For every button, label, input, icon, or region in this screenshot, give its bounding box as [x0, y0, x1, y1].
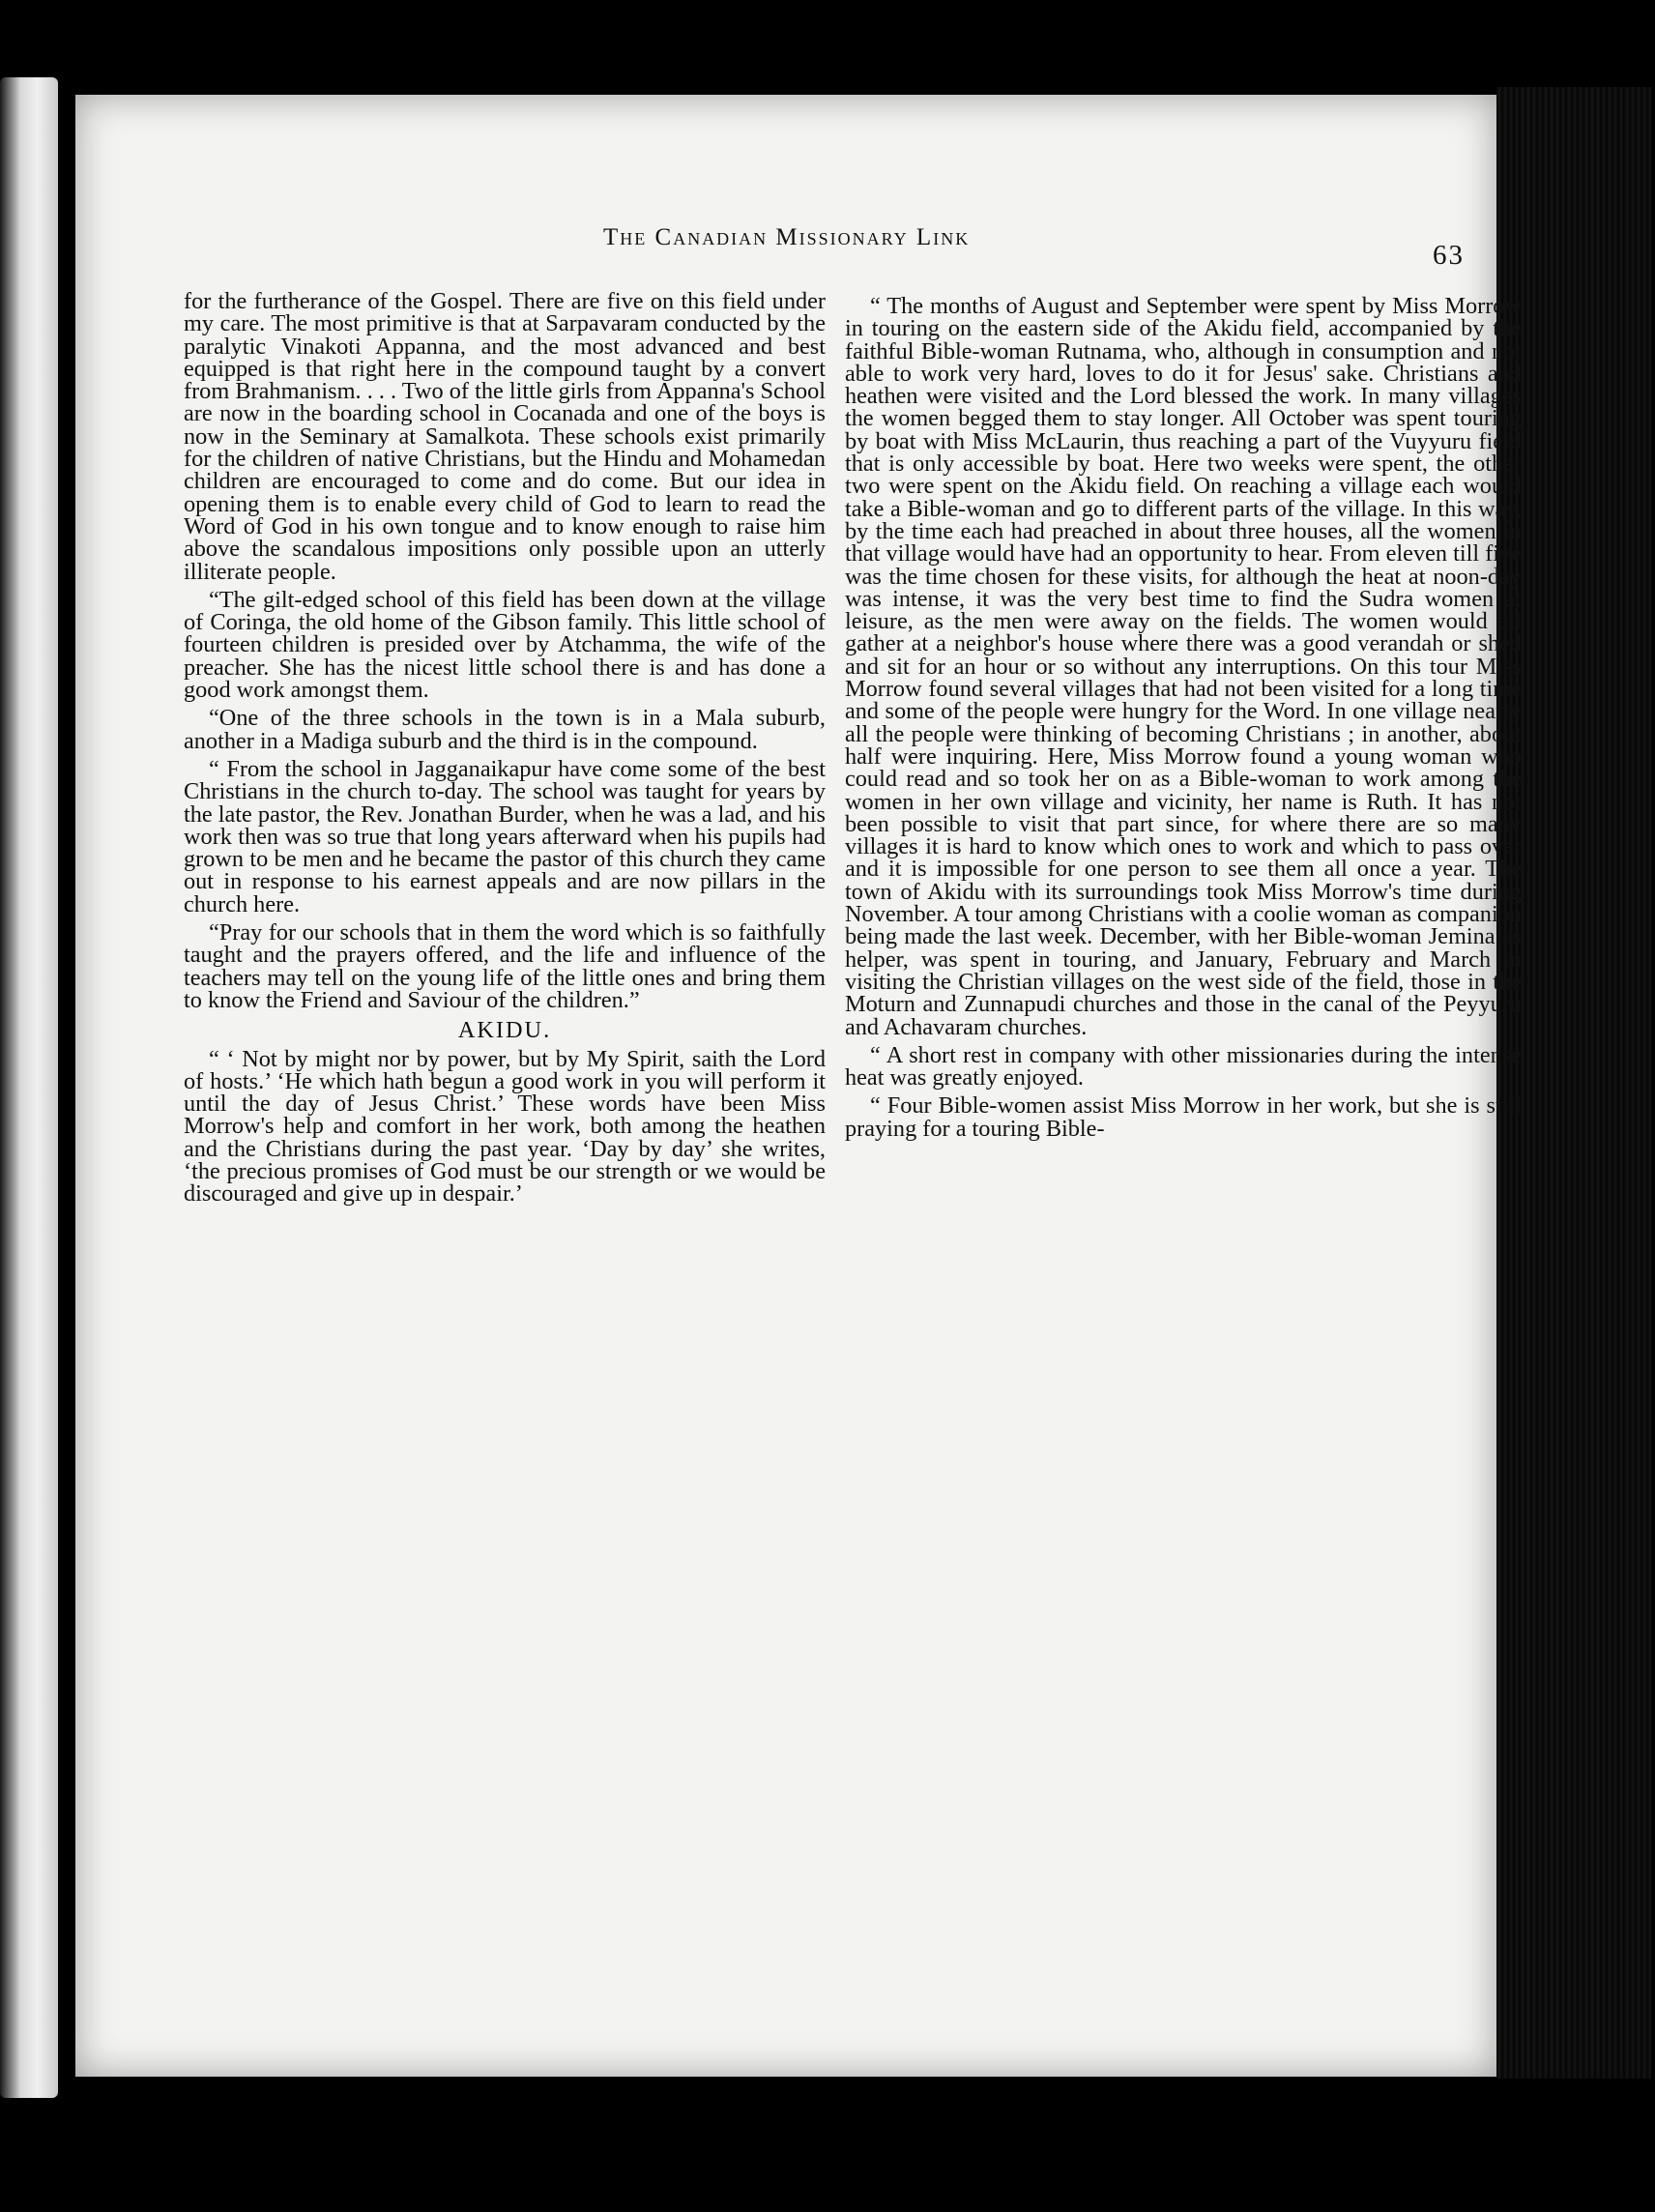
paragraph: for the furtherance of the Gospel. There are five on this field under my care. The most primitive is that at Sarpavaram conducted by the paralytic Vinakoti Appanna, and the most advanced and best equipped is that right here in the compound taught by a convert from Brahmanism. . . . Two of the little girls from Appanna's School are now in the boarding school in Cocanada and one of the boys is now in the Seminary at Samalkota. These schools exist primarily for the children of native Christians, but the Hindu and Mohamedan children are encouraged to come and do come. But our idea in opening them is to enable every child of God to learn to read the Word of God in his own tongue and to know enough to raise him above the scandalous impositions only possible upon an utterly illiterate people. — [184, 288, 826, 585]
right-column — [845, 295, 1522, 1146]
paragraph: “ A short rest in company with other missionaries during the intense heat was greatly enjoyed. — [845, 1041, 1522, 1091]
paragraph: “The gilt-edged school of this field has been down at the village of Coringa, the old home of the Gibson family. This little school of fourteen children is presided over by Atchamma, the wife of the preacher. She has the nicest little school there is and has done a good work amongst them. — [184, 586, 826, 704]
paragraph: “ The months of August and September were spent by Miss Morrow in touring on the eastern side of the Akidu field, accompanied by the faithful Bible-woman Rutnama, who, although in consumption and not able to work very hard, loves to do it for Jesus' sake. Christians and heathen were visited and the Lord blessed the work. In many villages the women begged them to stay longer. All October was spent touring by boat with Miss McLaurin, thus reaching a part of the Vuyyuru field that is only accessible by boat. Here two weeks were spent, the other two were spent on the Akidu field. On reaching a village each would take a Bible-woman and go to different parts of the village. In this way, by the time each had preached in about three houses, all the women in that village would have had an opportunity to hear. From eleven till five was the time chosen for these visits, for although the heat at noon-day was intense, it was the very best time to find the Sudra women at leisure, as the men were away on the fields. The women would all gather at a neighbor's house where there was a good verandah or shed and sit for an hour or so without any interruptions. On this tour Miss Morrow found several villages that had not been visited for a long time and some of the people were hungry for the Word. In one village nearly all the people were thinking of becoming Christians ; in another, about half were inquiring. Here, Miss Morrow found a young woman who could read and so took her on as a Bible-woman to work among the women in her own village and vicinity, her name is Ruth. It has not been possible to visit that part since, for where there are so many villages it is hard to know which ones to work and which to pass over and it is impossible for one person to see them all once a year. The town of Akidu with its surroundings took Miss Morrow's time during November. A tour among Christians with a coolie woman as companion being made the last week. December, with her Bible-woman Jemina as helper, was spent in touring, and January, February and March in visiting the Christian villages on the west side of the field, those in the Moturn and Zunnapudi churches and those in the canal of the Peyyuru and Achavaram churches. — [845, 293, 1522, 1040]
paragraph: “ From the school in Jagganaikapur have come some of the best Christians in the church to-day. The school was taught for years by the late pastor, the Rev. Jonathan Burder, when he was a lad, and his work then was so true that long years afterward when his pupils had grown to be men and he became the pastor of this church they came out in response to his earnest appeals and are now pillars in the church here. — [184, 755, 826, 917]
previous-page-edge — [0, 77, 58, 2098]
paragraph: “One of the three schools in the town is in a Mala suburb, another in a Madiga suburb and the third is in the compound. — [184, 705, 826, 754]
magazine-page — [75, 95, 1522, 2077]
paragraph: “Pray for our schools that in them the word which is so faithfully taught and the prayers offered, and the life and influence of the teachers may tell on the young life of the little ones and bring them to know the Friend and Saviour of the children.” — [184, 919, 826, 1013]
publication-title: The Canadian Missionary Link — [603, 224, 971, 250]
section-heading: AKIDU. — [457, 1017, 552, 1044]
paragraph: “ Four Bible-women assist Miss Morrow in her work, but she is still praying for a touring Bible- — [845, 1092, 1522, 1142]
paragraph: “ ‘ Not by might nor by power, but by My Spirit, saith the Lord of hosts.’ ‘He which hath begun a good work in you will perform it until the day of Jesus Christ.’ These words have been Miss Morrow's help and comfort in her work, both among the heathen and the Christians during the past year. ‘Day by day’ she writes, ‘the precious promises of God must be our strength or we would be discouraged and give up in despair.’ — [184, 1045, 826, 1208]
left-column — [184, 290, 826, 1211]
page-number: 63 — [1433, 240, 1465, 271]
